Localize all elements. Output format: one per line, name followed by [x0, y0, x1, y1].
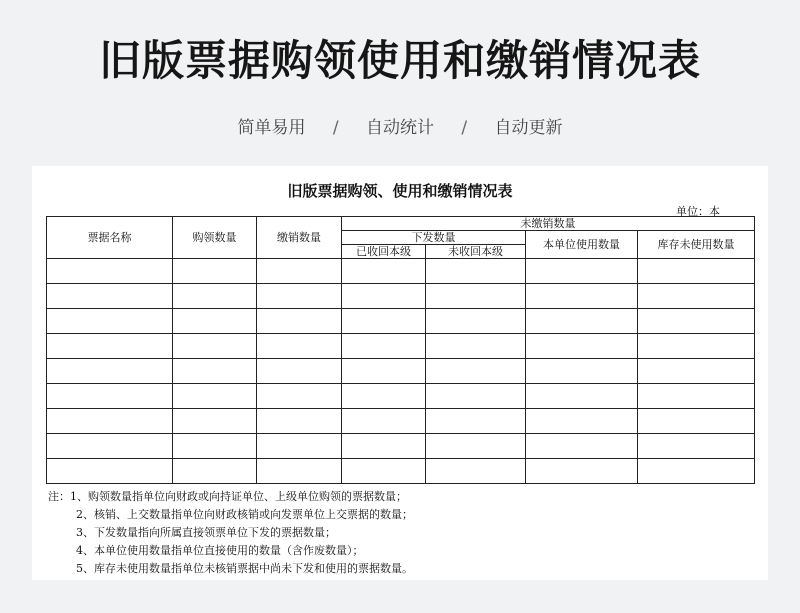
document-sheet [32, 166, 768, 580]
table-cell[interactable] [342, 334, 426, 359]
table-cell[interactable] [173, 259, 257, 284]
table-cell[interactable] [173, 284, 257, 309]
table-cell[interactable] [47, 309, 173, 334]
table-cell[interactable] [638, 384, 755, 409]
table-cell[interactable] [342, 384, 426, 409]
table-cell[interactable] [426, 384, 526, 409]
table-cell[interactable] [173, 434, 257, 459]
table-row [47, 409, 755, 434]
notes-section [48, 488, 748, 578]
table-cell[interactable] [526, 284, 638, 309]
table-cell[interactable] [638, 434, 755, 459]
table-cell[interactable] [426, 284, 526, 309]
ticket-table [46, 216, 755, 484]
table-row [47, 259, 755, 284]
table-cell[interactable] [638, 309, 755, 334]
table-cell[interactable] [173, 359, 257, 384]
table-cell[interactable] [426, 359, 526, 384]
col-header-stock: 库存未使用数量 [638, 231, 755, 259]
note-line: 5、库存未使用数量指单位未核销票据中尚未下发和使用的票据数量。 [76, 562, 413, 575]
table-cell[interactable] [257, 409, 342, 434]
col-header-uncancelled: 未缴销数量 [342, 217, 755, 231]
col-header-purchased: 购领数量 [173, 217, 257, 259]
table-cell[interactable] [173, 384, 257, 409]
table-cell[interactable] [526, 259, 638, 284]
table-row [47, 384, 755, 409]
table-cell[interactable] [257, 284, 342, 309]
table-cell[interactable] [638, 459, 755, 484]
table-cell[interactable] [426, 259, 526, 284]
col-header-used: 本单位使用数量 [526, 231, 638, 259]
table-cell[interactable] [173, 459, 257, 484]
table-cell[interactable] [342, 459, 426, 484]
table-cell[interactable] [342, 359, 426, 384]
table-cell[interactable] [638, 284, 755, 309]
tag-auto-stats: 自动统计 [366, 118, 434, 138]
table-cell[interactable] [526, 309, 638, 334]
table-cell[interactable] [47, 284, 173, 309]
col-header-name: 票据名称 [47, 217, 173, 259]
table-cell[interactable] [426, 434, 526, 459]
table-cell[interactable] [173, 409, 257, 434]
table-cell[interactable] [426, 334, 526, 359]
table-cell[interactable] [257, 459, 342, 484]
table-cell[interactable] [47, 409, 173, 434]
table-cell[interactable] [342, 309, 426, 334]
note-line: 3、下发数量指向所属直接领票单位下发的票据数量； [76, 526, 336, 539]
table-row [47, 359, 755, 384]
table-cell[interactable] [426, 409, 526, 434]
table-cell[interactable] [47, 334, 173, 359]
tag-separator: / [461, 118, 468, 138]
table-cell[interactable] [47, 434, 173, 459]
table-cell[interactable] [47, 384, 173, 409]
table-cell[interactable] [342, 284, 426, 309]
table-cell[interactable] [638, 409, 755, 434]
col-header-recovered: 已收回本级 [342, 245, 426, 259]
table-row [47, 309, 755, 334]
table-cell[interactable] [257, 334, 342, 359]
table-cell[interactable] [526, 459, 638, 484]
table-row [47, 459, 755, 484]
table-cell[interactable] [638, 359, 755, 384]
table-cell[interactable] [526, 384, 638, 409]
table-cell[interactable] [638, 259, 755, 284]
table-cell[interactable] [342, 434, 426, 459]
note-line: 2、核销、上交数量指单位向财政核销或向发票单位上交票据的数量； [76, 508, 413, 521]
unit-label: 单位：本 [676, 205, 720, 218]
col-header-unrecovered: 未收回本级 [426, 245, 526, 259]
table-cell[interactable] [173, 334, 257, 359]
table-cell[interactable] [47, 259, 173, 284]
table-cell[interactable] [257, 259, 342, 284]
table-cell[interactable] [173, 309, 257, 334]
col-header-issued: 下发数量 [342, 231, 526, 245]
table-row [47, 284, 755, 309]
table-cell[interactable] [526, 334, 638, 359]
table-cell[interactable] [257, 359, 342, 384]
table-cell[interactable] [257, 309, 342, 334]
table-cell[interactable] [47, 359, 173, 384]
page-title: 旧版票据购领使用和缴销情况表 [98, 36, 701, 85]
table-cell[interactable] [526, 359, 638, 384]
note-line: 4、本单位使用数量指单位直接使用的数量（含作废数量）； [76, 544, 364, 557]
tag-auto-update: 自动更新 [494, 118, 563, 138]
table-row [47, 434, 755, 459]
table-cell[interactable] [257, 434, 342, 459]
tagline [0, 113, 800, 138]
table-cell[interactable] [47, 459, 173, 484]
note-line: 注：1、购领数量指单位向财政或向持证单位、上级单位购领的票据数量； [48, 490, 407, 503]
col-header-cancelled: 缴销数量 [257, 217, 342, 259]
table-cell[interactable] [526, 434, 638, 459]
table-cell[interactable] [526, 409, 638, 434]
table-cell[interactable] [257, 384, 342, 409]
document-title: 旧版票据购领、使用和缴销情况表 [287, 182, 513, 200]
tag-easy: 简单易用 [237, 118, 306, 138]
table-cell[interactable] [426, 459, 526, 484]
table-cell[interactable] [638, 334, 755, 359]
table-cell[interactable] [342, 409, 426, 434]
table-cell[interactable] [342, 259, 426, 284]
table-row [47, 334, 755, 359]
table-cell[interactable] [426, 309, 526, 334]
tag-separator: / [332, 118, 339, 138]
